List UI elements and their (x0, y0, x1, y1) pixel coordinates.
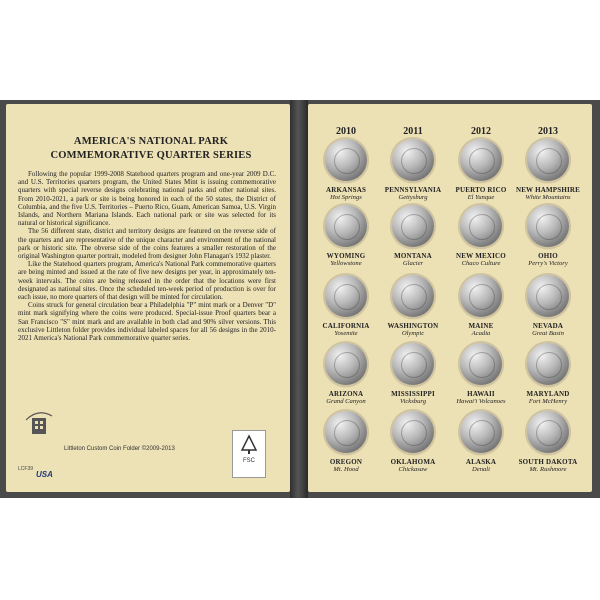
state-name: MISSISSIPPI (391, 390, 435, 398)
tree-check-icon (238, 434, 260, 456)
state-name: PENNSYLVANIA (384, 186, 442, 194)
state-name: SOUTH DAKOTA (518, 458, 578, 466)
fsc-label: FSC (243, 458, 255, 464)
paragraph: Following the popular 1999-2008 Statehood quarters program and one-year 2009 D.C. and U.S. Territories quarters program, the United States Mint is issuing commemorative quarters with special reverse designs celebrating national parks and other national sites. From 2010-2021, a park or site is being honored in each of the 50 states, the District of Columbia, and the five U.S. Territories – Puerto Rico, Guam, American Samoa, U.S. Virgin Islands, and Northern Mariana Islands. Each national park or site was selected for its natural or historical significance. (18, 170, 276, 228)
state-name: MONTANA (394, 252, 432, 260)
coin-slot-label (311, 390, 381, 406)
folder-footer: Littleton Custom Coin Folder ©2009-2013 (64, 446, 175, 452)
quarter-coin (325, 205, 367, 247)
paragraph: The 56 different state, district and territory designs are featured on the reverse side of the quarters and are representative of the unique character and environment of the national park or historic site. The obverse side of the coins features a smaller restoration of the original Washington quarter portrait, modeled from designer John Flanagan's 1932 plaster. (18, 227, 276, 261)
quarter-coin (392, 205, 434, 247)
state-name: NEVADA (532, 322, 564, 330)
quarter-coin (527, 139, 569, 181)
park-site-name: Mt. Rushmore (529, 466, 567, 473)
park-site-name: Fort McHenry (528, 398, 568, 405)
folder-spine (290, 100, 308, 498)
state-name: ARKANSAS (325, 186, 367, 194)
coin-slot-label (378, 390, 448, 406)
coin-slot-label (446, 252, 516, 268)
park-site-name: Hot Springs (330, 194, 362, 201)
coin-slot-label (446, 390, 516, 406)
quarter-coin (392, 411, 434, 453)
year-header: 2011 (403, 126, 423, 137)
park-site-name: Perry's Victory (528, 260, 568, 267)
state-name: ALASKA (465, 458, 497, 466)
folder-title-line-1: AMERICA'S NATIONAL PARK (73, 136, 229, 147)
paragraph: Coins struck for general circulation bear a Philadelphia "P" mint mark or a Denver "D" mint mark signifying where the coins were produced. Special-issue Proof quarters bear a San Francisco "S" mint mark and are available in both clad and 90% silver versions. This exclusive Littleton folder provides individual labeled spaces for all 56 designs in the 2010-2021 America's National Park commemorative quarter series. (18, 301, 276, 343)
park-site-name: Great Basin (532, 330, 564, 337)
coin-slot-label (446, 458, 516, 474)
coin-slot-label (513, 322, 583, 338)
coin-slot-label (378, 186, 448, 202)
coin-slot-label (311, 252, 381, 268)
coin-slot-label (378, 458, 448, 474)
coin-slot-label (513, 186, 583, 202)
state-name: OHIO (538, 252, 558, 260)
state-name: MARYLAND (526, 390, 570, 398)
park-site-name: Yellowstone (330, 260, 362, 267)
park-site-name: Vicksburg (399, 398, 426, 405)
park-site-name: El Yunque (467, 194, 495, 201)
coin-slot-label (378, 252, 448, 268)
coin-slot-label (446, 186, 516, 202)
quarter-coin (325, 275, 367, 317)
coin-slot-label (446, 322, 516, 338)
park-site-name: Denali (472, 466, 490, 473)
state-name: WYOMING (326, 252, 366, 260)
coin-slot-label (513, 458, 583, 474)
quarter-coin (325, 411, 367, 453)
park-site-name: Glacier (402, 260, 424, 267)
park-site-name: Grand Canyon (326, 398, 366, 405)
quarter-coin (527, 275, 569, 317)
state-name: WASHINGTON (387, 322, 439, 330)
made-in-usa-mark: USA (36, 470, 53, 479)
year-header: 2012 (471, 126, 491, 137)
quarter-coin (460, 275, 502, 317)
quarter-coin (527, 205, 569, 247)
quarter-coin (392, 343, 434, 385)
park-site-name: Yosemite (334, 330, 358, 337)
quarter-coin (325, 343, 367, 385)
quarter-coin (527, 411, 569, 453)
park-site-name: Chaco Culture (461, 260, 501, 267)
coin-slot-label (311, 322, 381, 338)
state-name: CALIFORNIA (322, 322, 370, 330)
state-name: OREGON (329, 458, 363, 466)
folder-description (18, 170, 276, 342)
quarter-coin (325, 139, 367, 181)
folder-title-line-2: COMMEMORATIVE QUARTER SERIES (50, 150, 252, 161)
coin-slot-label (378, 322, 448, 338)
product-code: LCF39 (18, 466, 34, 472)
park-site-name: Olympic (401, 330, 425, 337)
park-site-name: Chickasaw (398, 466, 428, 473)
park-site-name: Mt. Hood (333, 466, 359, 473)
state-name: PUERTO RICO (455, 186, 507, 194)
quarter-coin (460, 139, 502, 181)
park-site-name: Hawai'i Volcanoes (456, 398, 506, 405)
year-header: 2010 (336, 126, 356, 137)
state-name: MAINE (468, 322, 494, 330)
park-site-name: Acadia (471, 330, 491, 337)
quarter-coin (460, 343, 502, 385)
quarter-coin (460, 411, 502, 453)
quarter-coin (392, 139, 434, 181)
park-site-name: Gettysburg (398, 194, 428, 201)
coin-slot-label (311, 458, 381, 474)
quarter-coin (527, 343, 569, 385)
coin-slot-label (513, 390, 583, 406)
state-name: ARIZONA (328, 390, 364, 398)
state-name: NEW MEXICO (456, 252, 506, 260)
state-name: HAWAII (467, 390, 495, 398)
quarter-coin (392, 275, 434, 317)
coin-slot-label (311, 186, 381, 202)
coin-slot-label (513, 252, 583, 268)
littleton-logo (18, 408, 58, 438)
year-header: 2013 (538, 126, 558, 137)
park-site-name: White Mountains (525, 194, 571, 201)
fsc-certification-badge (232, 430, 266, 478)
state-name: NEW HAMPSHIRE (515, 186, 581, 194)
quarter-coin (460, 205, 502, 247)
state-name: OKLAHOMA (390, 458, 436, 466)
paragraph: Like the Statehood quarters program, America's National Park commemorative quarters are being minted and issued at the rate of five new designs per year, in approximately ten-week intervals. The coins are being released in the order that the locations were first designated as national sites. Once the scheduled ten-week period of production is over for each issue, no more quarters of that design will be minted for circulation. (18, 260, 276, 302)
